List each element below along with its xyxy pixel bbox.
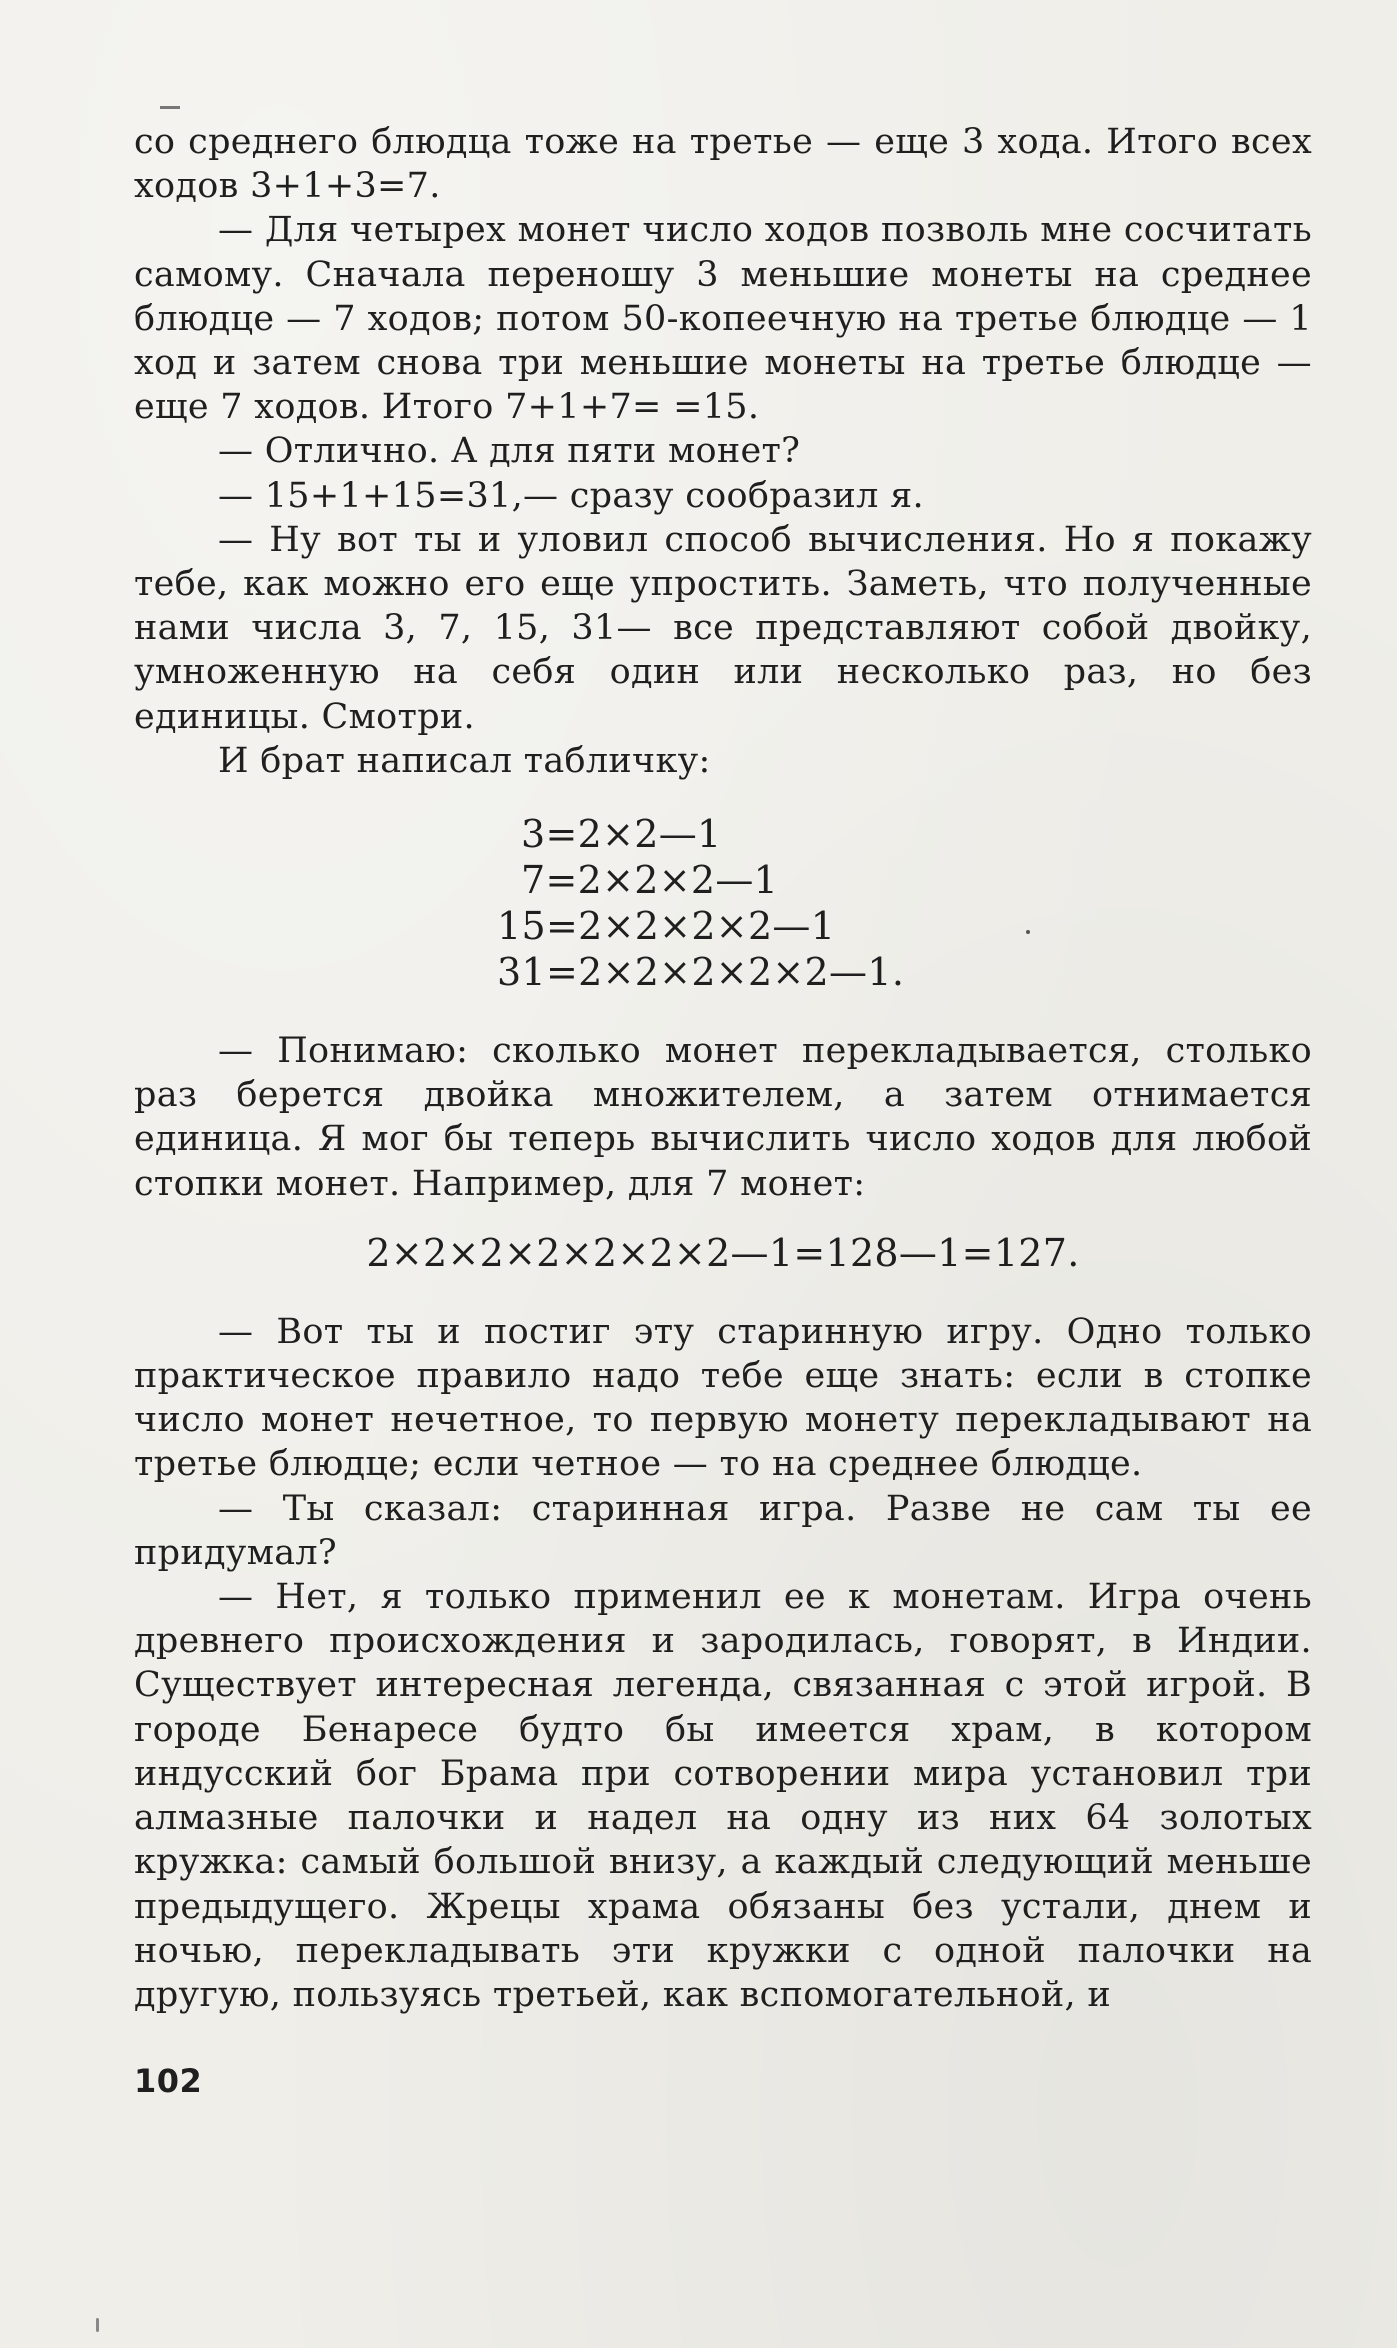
paragraph-8: — Вот ты и постиг эту старинную игру. Одно только практическое правило надо тебе еще знать: если в стопке число монет нечетное, то первую монету перекладывают на третье блюдце; если четное — то на среднее блюдце. [134, 1311, 1312, 1485]
formula-row-4: 31=2×2×2×2×2—1. [497, 950, 905, 995]
paragraph-1: со среднего блюдца тоже на третье — еще 3 хода. Итого всех ходов 3+1+3=7. [134, 122, 1312, 207]
page-number: 102 [134, 2062, 203, 2100]
formula-centered: 2×2×2×2×2×2×2—1=128—1=127. [366, 1230, 1080, 1275]
paragraph-10: — Нет, я только применил ее к монетам. Игра очень древнего происхождения и зародилась, говорят, в Индии. Существует интересная легенда, связанная с этой игрой. В городе Бенаресе будто бы имеется храм, в котором индусский бог Брама при сотворении мира установил три алмазные палочки и надел на одну из них 64 золотых кружка: самый большой внизу, а каждый следующий меньше предыдущего. Жрецы храма обязаны без устали, днем и ночью, перекладывать эти кружки с одной палочки на другую, пользуясь третьей, как вспомогательной, и [134, 1577, 1312, 2015]
paragraph-3: — Отлично. А для пяти монет? [218, 431, 801, 472]
paragraph-2: — Для четырех монет число ходов позволь мне сосчитать самому. Сначала переношу 3 меньшие монеты на среднее блюдце — 7 ходов; потом 50-копеечную на третье блюдце — 1 ход и затем снова три меньшие монеты на третье блюдце — еще 7 ходов. Итого 7+1+7= =15. [134, 210, 1312, 428]
paragraph-7: — Понимаю: сколько монет перекладывается, столько раз берется двойка множителем, а затем отнимается единица. Я мог бы теперь вычислить число ходов для любой стопки монет. Например, для 7 монет: [134, 1031, 1312, 1204]
formula-row-2: 7=2×2×2—1 [521, 858, 779, 903]
paragraph-9: — Ты сказал: старинная игра. Разве не сам ты ее придумал? [134, 1488, 1312, 1573]
body-text [134, 120, 1312, 2017]
formula-row-1: 3=2×2—1 [521, 812, 722, 857]
print-mark [160, 106, 180, 109]
paragraph-4: — 15+1+15=31,— сразу сообразил я. [218, 475, 924, 516]
paragraph-5: — Ну вот ты и уловил способ вычисления. Но я покажу тебе, как можно его еще упростить. Заметь, что полученные нами числа 3, 7, 15, 31— все представляют собой двойку, умноженную на себя один или несколько раз, но без единицы. Смотри. [134, 519, 1312, 737]
formula-table [134, 811, 1312, 995]
print-speck [1026, 930, 1030, 934]
print-speck [96, 2318, 99, 2332]
paragraph-6: И брат написал табличку: [218, 740, 711, 781]
formula-row-3: 15=2×2×2×2—1 [497, 904, 836, 949]
